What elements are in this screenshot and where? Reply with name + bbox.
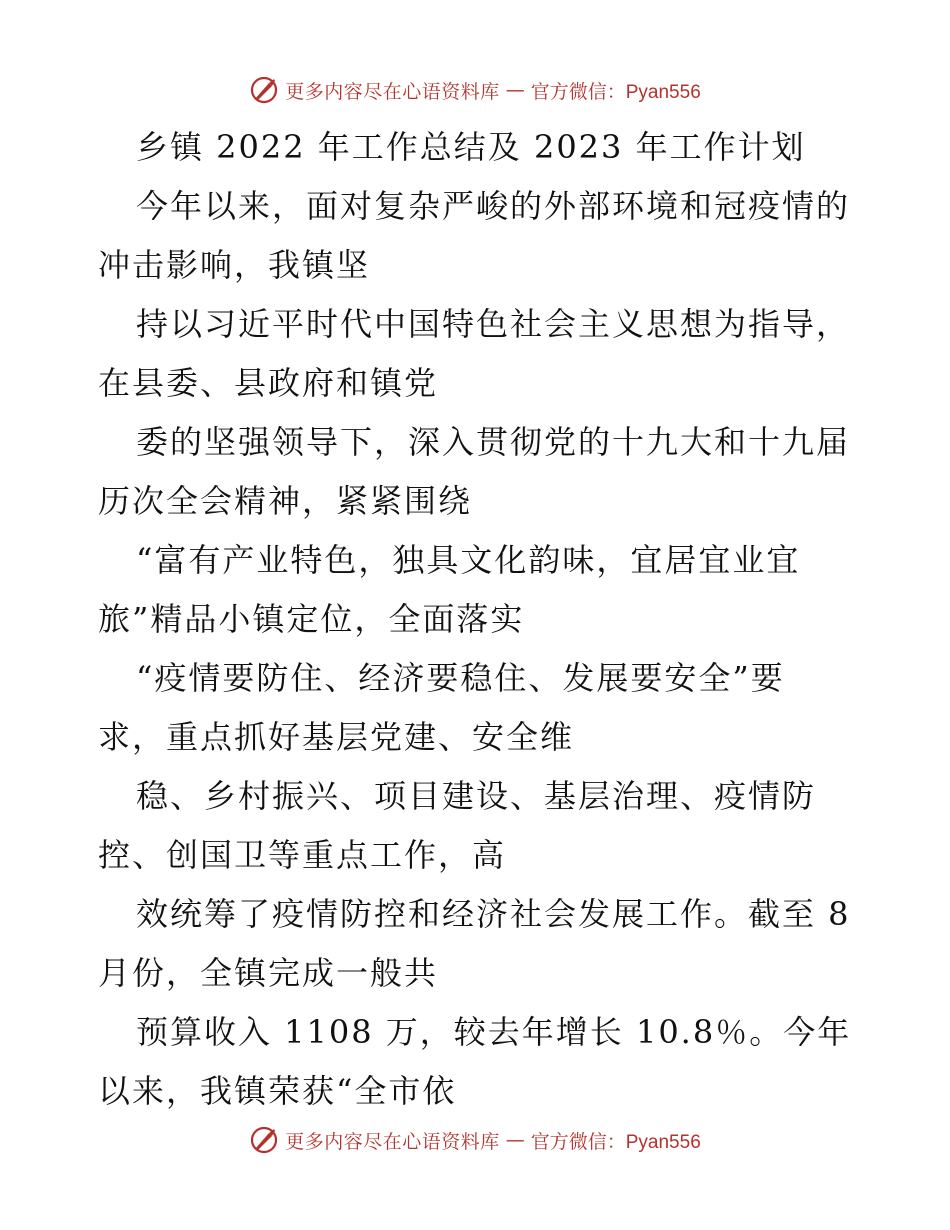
footer-watermark <box>0 1120 950 1160</box>
text-line: 求，重点抓好基层党建、安全维 <box>98 718 575 756</box>
text-line: 持以习近平时代中国特色社会主义思想为指导， <box>136 305 851 343</box>
watermark-separator: — <box>505 79 525 101</box>
text-line: 预算收入 1108 万，较去年增长 10.8％。今年 <box>136 1013 852 1051</box>
text-line: 委的坚强领导下，深入贯彻党的十九大和十九届 <box>136 423 851 461</box>
text-line: 月份，全镇完成一般共 <box>98 954 439 992</box>
text-line: “富有产业特色，独具文化韵味，宜居宜业宜 <box>136 541 801 579</box>
watermark-text: 更多内容尽在心语资料库 <box>285 1130 500 1153</box>
text-line: 以来，我镇荣获“全市依 <box>98 1072 457 1110</box>
text-line: 旅”精品小镇定位，全面落实 <box>98 600 525 638</box>
watermark-contact: 官方微信：Pyan556 <box>530 81 701 103</box>
quill-logo-icon <box>249 75 279 105</box>
text-line: 在县委、县政府和镇党 <box>98 364 439 402</box>
text-line: 控、创国卫等重点工作，高 <box>98 836 507 874</box>
watermark-text: 更多内容尽在心语资料库 <box>285 80 500 103</box>
text-line: 冲击影响，我镇坚 <box>98 246 371 284</box>
watermark-contact: 官方微信：Pyan556 <box>530 1131 701 1153</box>
text-line: 历次全会精神，紧紧围绕 <box>98 482 473 520</box>
text-line: 稳、乡村振兴、项目建设、基层治理、疫情防 <box>136 777 817 815</box>
text-line: 今年以来，面对复杂严峻的外部环境和冠疫情的 <box>136 187 851 225</box>
quill-logo-icon <box>249 1125 279 1155</box>
text-line: 效统筹了疫情防控和经济社会发展工作。截至 8 <box>136 895 851 933</box>
watermark-separator: — <box>505 1129 525 1151</box>
document-title: 乡镇 2022 年工作总结及 2023 年工作计划 <box>136 128 806 166</box>
text-line: “疫情要防住、经济要稳住、发展要安全”要 <box>136 659 785 697</box>
header-watermark <box>0 70 950 110</box>
document-body <box>98 118 858 1121</box>
